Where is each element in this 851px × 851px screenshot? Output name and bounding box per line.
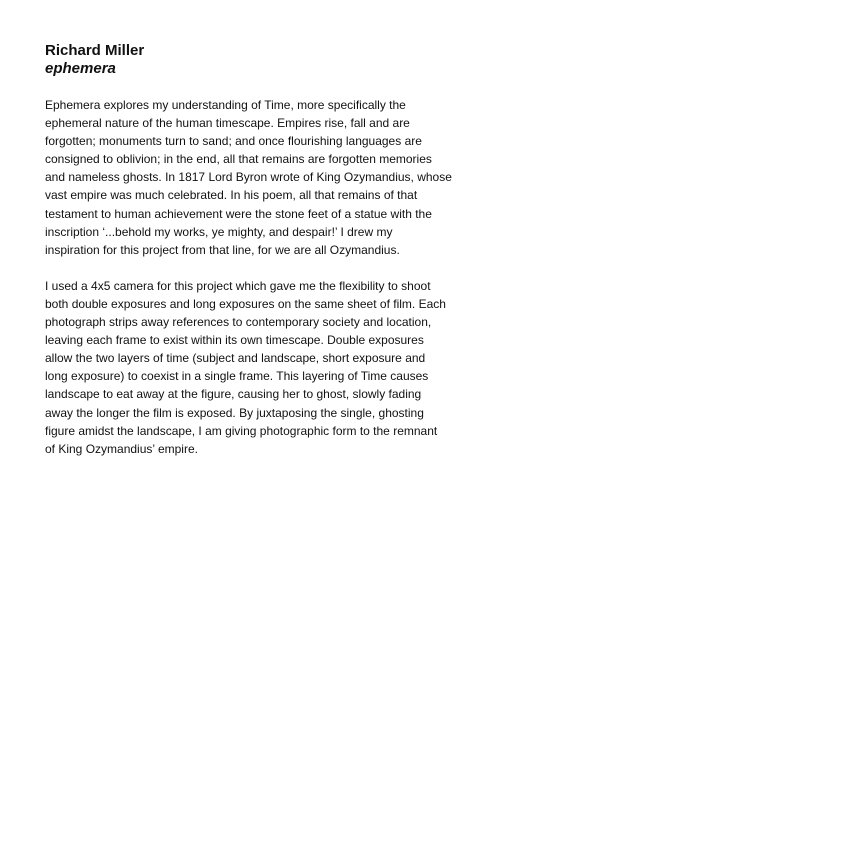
text-line: consigned to oblivion; in the end, all that remains are forgotten memories — [45, 152, 432, 167]
text-line: long exposure) to coexist in a single frame. This layering of Time causes — [45, 369, 429, 384]
text-line: allow the two layers of time (subject and landscape, short exposure and — [45, 351, 426, 366]
text-line: Ephemera explores my understanding of Time, more specifically the — [45, 98, 406, 112]
author-name: Richard Miller — [45, 42, 145, 59]
text-line: testament to human achievement were the stone feet of a statue with the — [45, 206, 432, 221]
document-page — [45, 42, 475, 476]
paragraph-1 — [45, 96, 475, 259]
text-line: vast empire was much celebrated. In his poem, all that remains of that — [45, 188, 418, 203]
text-line: figure amidst the landscape, I am giving photographic form to the remnant — [45, 423, 438, 438]
text-line: I used a 4x5 camera for this project which gave me the flexibility to shoot — [45, 278, 431, 293]
text-line: forgotten; monuments turn to sand; and once flourishing languages are — [45, 134, 422, 149]
text-line: and nameless ghosts. In 1817 Lord Byron wrote of King Ozymandius, whose — [45, 170, 452, 185]
text-line: landscape to eat away at the figure, causing her to ghost, slowly fading — [45, 387, 422, 402]
text-line: inspiration for this project from that line, for we are all Ozymandius. — [45, 242, 400, 257]
text-line: ephemeral nature of the human timescape. Empires rise, fall and are — [45, 116, 410, 131]
text-line: inscription ‘...behold my works, ye mighty, and despair!’ I drew my — [45, 224, 393, 239]
text-line: photograph strips away references to contemporary society and location, — [45, 315, 432, 330]
artist-statement — [45, 96, 475, 458]
project-title: ephemera — [45, 60, 116, 77]
paragraph-2 — [45, 277, 475, 458]
text-line: away the longer the film is exposed. By juxtaposing the single, ghosting — [45, 405, 424, 420]
text-line: of King Ozymandius’ empire. — [45, 441, 198, 456]
document-header — [45, 42, 475, 78]
text-line: leaving each frame to exist within its own timescape. Double exposures — [45, 333, 424, 348]
text-line: both double exposures and long exposures on the same sheet of film. Each — [45, 296, 446, 311]
